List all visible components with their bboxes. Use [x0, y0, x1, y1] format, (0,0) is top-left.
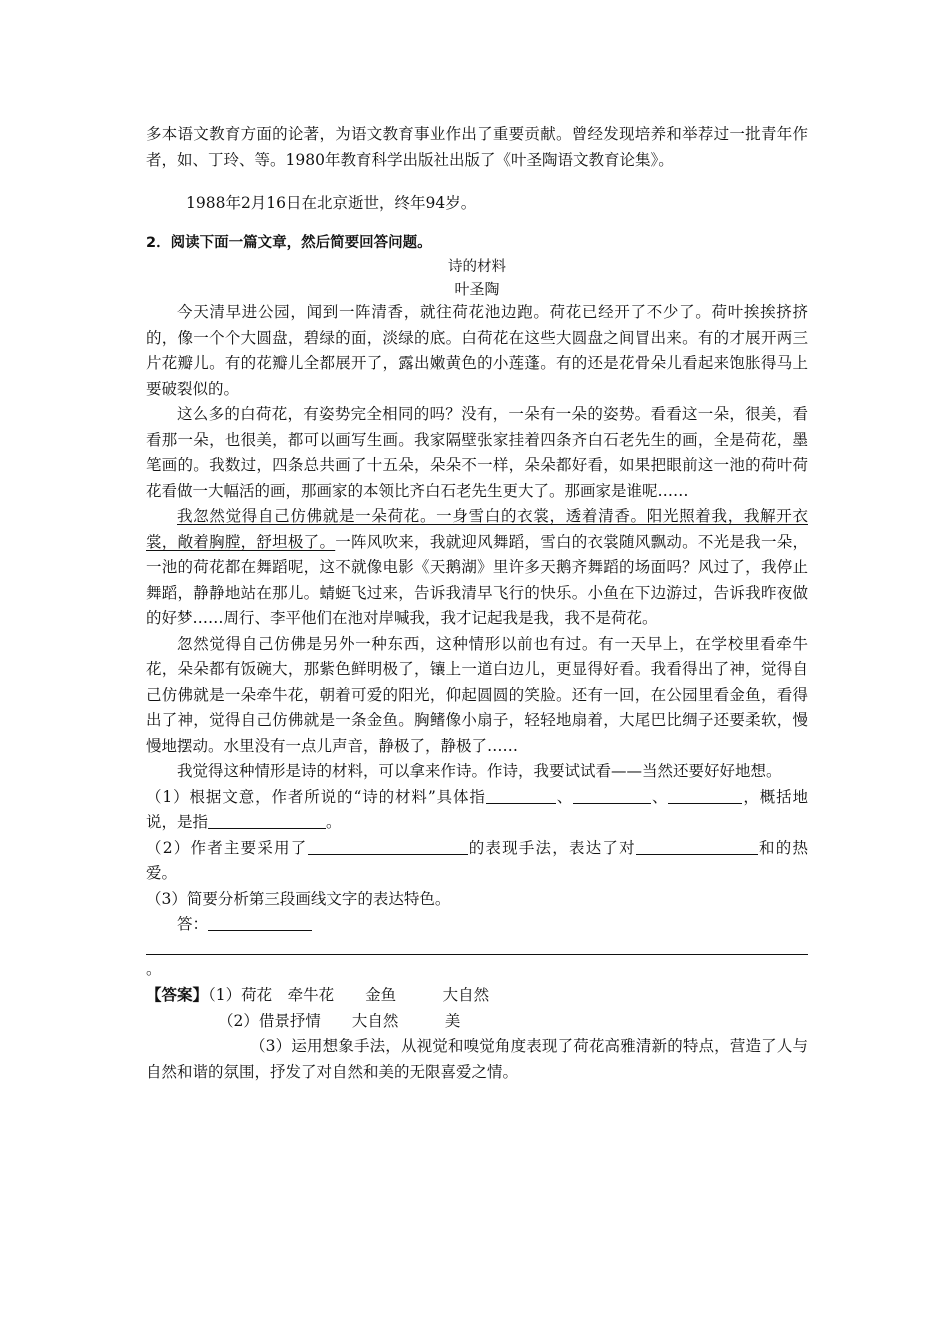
- question-heading: 2．阅读下面一篇文章，然后简要回答问题。: [146, 234, 432, 251]
- answer-1: 【答案】（1）荷花 牵牛花 金鱼 大自然: [146, 985, 490, 1004]
- answer-blank[interactable]: [486, 787, 556, 804]
- paragraph-3-rest: 一阵风吹来，我就迎风舞蹈，雪白的衣裳随风飘动。不光是我一朵，一池的荷花都在舞蹈呢，这不就像电影《天鹅湖》里许多天鹅齐舞蹈的场面吗？风过了，我停止舞蹈，静静地站在那儿。蜻蜓飞过来，告诉我清早飞行的快乐。小鱼在下边游过，告诉我昨夜做的好梦……周行、李平他们在池对岸喊我，我才记起我是我，我不是荷花。: [146, 532, 808, 627]
- answer-blank[interactable]: [208, 914, 312, 931]
- answer-blank[interactable]: [573, 787, 651, 804]
- answer-line: 答：: [146, 912, 808, 938]
- answer-blank[interactable]: [208, 812, 326, 829]
- answer-2: （2）借景抒情 大自然 美: [218, 1011, 461, 1030]
- answer-blank[interactable]: [668, 787, 742, 804]
- underlined-passage: 我忽然觉得自己仿佛就是一朵荷花。一身雪白的衣裳，透着清香。阳光照着我，我解开衣裳，敞着胸膛，舒坦极了。: [146, 507, 808, 551]
- article-paragraph-5: 我觉得这种情形是诗的材料，可以拿来作诗。作诗，我要试试看——当然还要好好地想。: [177, 762, 782, 780]
- question-3: （3）简要分析第三段画线文字的表达特色。: [146, 889, 451, 908]
- answer-label: 【答案】: [146, 985, 209, 1004]
- document-page: [146, 122, 808, 1085]
- rule-period: 。: [146, 959, 162, 978]
- article-title: 诗的材料: [448, 259, 506, 275]
- article-paragraph-4: 忽然觉得自己仿佛是另外一种东西，这种情形以前也有过。有一天早上，在学校里看牵牛花，朵朵都有饭碗大，那紫色鲜明极了，镶上一道白边儿，更显得好看。我看得出了神，觉得自己仿佛就是一朵牵牛花，朝着可爱的阳光，仰起圆圆的笑脸。还有一回，在公园里看金鱼，看得出了神，觉得自己仿佛就是一条金鱼。胸鳍像小扇子，轻轻地扇着，大尾巴比绸子还要柔软，慢慢地摆动。水里没有一点儿声音，静极了，静极了……: [146, 634, 808, 755]
- death-paragraph: 1988年2月16日在北京逝世，终年94岁。: [186, 194, 477, 212]
- answer-blank[interactable]: [308, 838, 468, 855]
- article-paragraph-2: 这么多的白荷花，有姿势完全相同的吗？没有，一朵有一朵的姿势。看看这一朵，很美，看看那一朵，也很美，都可以画写生画。我家隔壁张家挂着四条齐白石老先生的画，全是荷花，墨笔画的。我数过，四条总共画了十五朵，朵朵不一样，朵朵都好看，如果把眼前这一池的荷叶荷花看做一大幅活的画，那画家的本领比齐白石老先生更大了。那画家是谁呢……: [146, 405, 808, 500]
- answer-blank[interactable]: [636, 838, 758, 855]
- question-1: （1）根据文意，作者所说的“诗的材料”具体指 、 、 ，概括地说，是指 。: [146, 787, 808, 831]
- article-paragraph-3: [146, 504, 808, 632]
- article-paragraph-1: 今天清早进公园，闻到一阵清香，就往荷花池边跑。荷花已经开了不少了。荷叶挨挨挤挤的，像一个个大圆盘，碧绿的面，淡绿的底。白荷花在这些大圆盘之间冒出来。有的才展开两三片花瓣儿。有的花瓣儿全都展开了，露出嫩黄色的小莲蓬。有的还是花骨朵儿看起来饱胀得马上要破裂似的。: [146, 303, 808, 398]
- answer-rule: [146, 954, 808, 955]
- question-2: （2）作者主要采用了 的表现手法，表达了对 和的热爱。: [146, 838, 808, 882]
- intro-paragraph: 多本语文教育方面的论著，为语文教育事业作出了重要贡献。曾经发现培养和举荐过一批青年作者，如、丁玲、等。1980年教育科学出版社出版了《叶圣陶语文教育论集》。: [146, 125, 808, 169]
- answer-3: （3）运用想象手法，从视觉和嗅觉角度表现了荷花高雅清新的特点，营造了人与自然和谐的氛围，抒发了对自然和美的无限喜爱之情。: [146, 1037, 808, 1081]
- article-author: 叶圣陶: [454, 280, 500, 298]
